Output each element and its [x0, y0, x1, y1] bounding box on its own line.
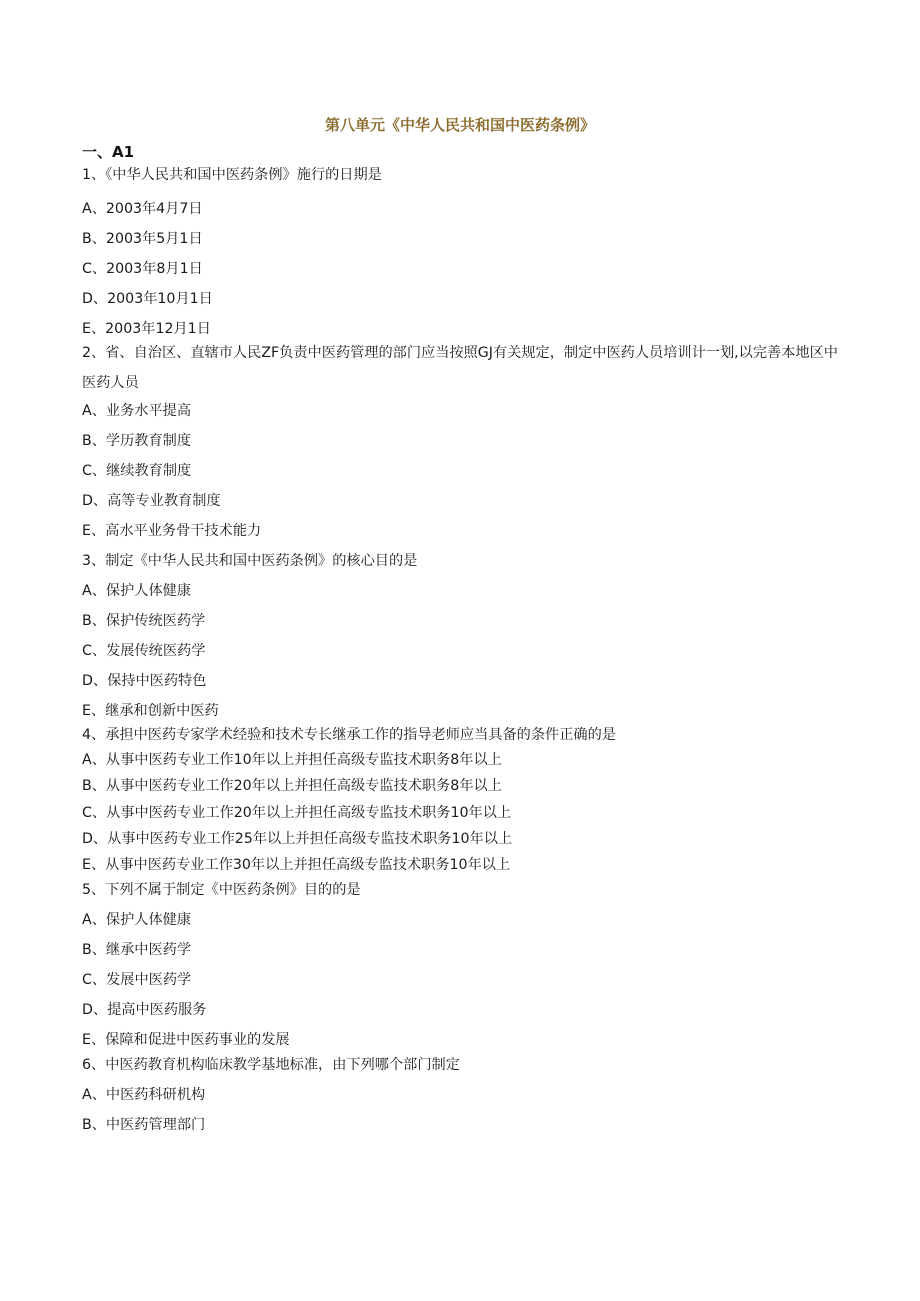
answer-option: B、2003年5月1日 — [82, 231, 203, 247]
answer-option: E、高水平业务骨干技术能力 — [82, 523, 262, 539]
answer-option: D、2003年10月1日 — [82, 291, 213, 307]
answer-option: E、2003年12月1日 — [82, 321, 211, 337]
answer-option: D、提高中医药服务 — [82, 1002, 207, 1018]
answer-option: E、从事中医药专业工作30年以上并担任高级专监技术职务10年以上 — [82, 857, 511, 873]
answer-option: A、2003年4月7日 — [82, 201, 203, 217]
answer-option: A、保护人体健康 — [82, 912, 192, 928]
answer-option: A、业务水平提高 — [82, 403, 192, 419]
section-heading: 一、A1 — [82, 143, 135, 161]
question-stem: 3、制定《中华人民共和国中医药条例》的核心目的是 — [82, 553, 418, 569]
answer-option: C、2003年8月1日 — [82, 261, 203, 277]
answer-option: D、从事中医药专业工作25年以上并担任高级专监技术职务10年以上 — [82, 831, 513, 847]
answer-option: B、中医药管理部门 — [82, 1117, 206, 1133]
question-stem: 6、中医药教育机构临床教学基地标准，由下列哪个部门制定 — [82, 1057, 460, 1073]
question-stem: 2、省、自治区、直辖市人民ZF负责中医药管理的部门应当按照GJ有关规定，制定中医药人员培训计一划,以完善本地区中医药人员 — [82, 345, 838, 391]
question-stem: 4、承担中医药专家学术经验和技术专长继承工作的指导老师应当具备的条件正确的是 — [82, 727, 616, 743]
answer-option: E、保障和促进中医药事业的发展 — [82, 1032, 290, 1048]
answer-option: C、继续教育制度 — [82, 463, 192, 479]
answer-option: A、保护人体健康 — [82, 583, 192, 599]
answer-option: A、中医药科研机构 — [82, 1087, 206, 1103]
answer-option: D、保持中医药特色 — [82, 673, 207, 689]
answer-option: B、保护传统医药学 — [82, 613, 206, 629]
answer-option: C、发展传统医药学 — [82, 643, 206, 659]
answer-option: C、发展中医药学 — [82, 972, 192, 988]
answer-option: B、学历教育制度 — [82, 433, 192, 449]
answer-option: B、继承中医药学 — [82, 942, 192, 958]
question-stem: 5、下列不属于制定《中医药条例》目的的是 — [82, 882, 361, 898]
question-stem: 1、《中华人民共和国中医药条例》施行的日期是 — [82, 167, 382, 183]
answer-option: D、高等专业教育制度 — [82, 493, 221, 509]
answer-option: E、继承和创新中医药 — [82, 703, 219, 719]
answer-option: A、从事中医药专业工作10年以上并担任高级专监技术职务8年以上 — [82, 752, 502, 768]
answer-option: C、从事中医药专业工作20年以上并担任高级专监技术职务10年以上 — [82, 805, 512, 821]
answer-option: B、从事中医药专业工作20年以上并担任高级专监技术职务8年以上 — [82, 778, 502, 794]
document-title: 第八单元《中华人民共和国中医药条例》 — [324, 116, 595, 134]
